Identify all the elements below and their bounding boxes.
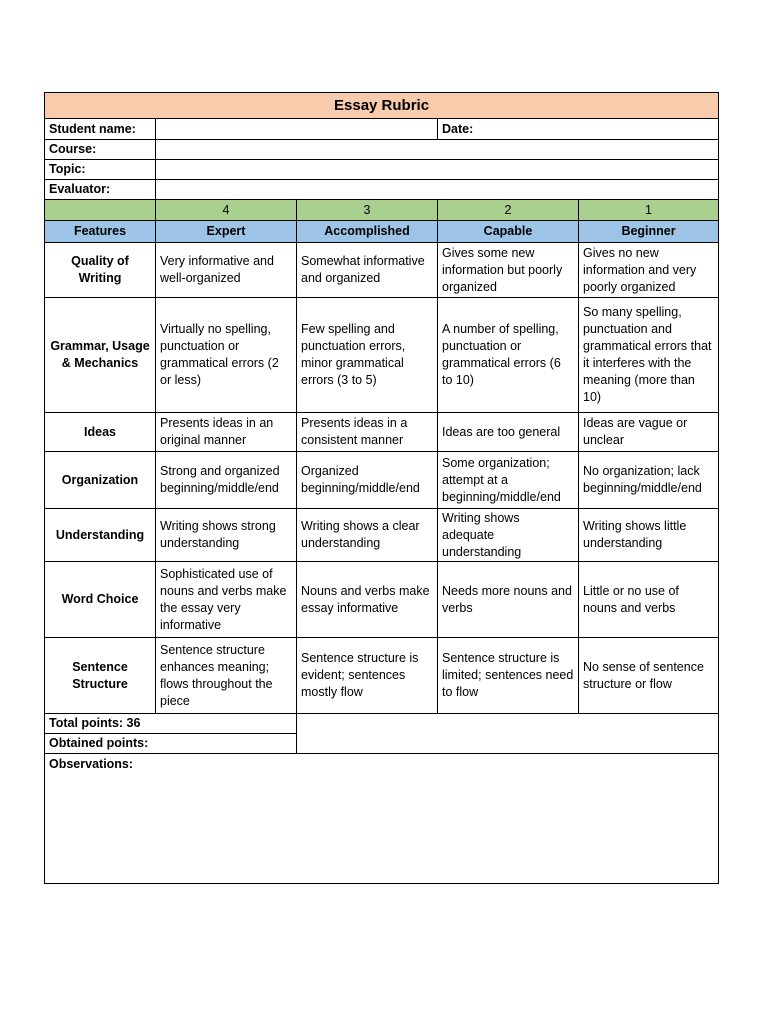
criterion-cell: Nouns and verbs make essay informative: [297, 562, 438, 638]
criterion-cell: Writing shows strong understanding: [156, 509, 297, 562]
date-label: Date:: [442, 121, 474, 136]
criterion-row: [45, 638, 719, 714]
criterion-cell: Presents ideas in a consistent manner: [297, 413, 438, 452]
criterion-cell: Organized beginning/middle/end: [297, 452, 438, 509]
criterion-cell: Ideas are too general: [438, 413, 579, 452]
points-blank-area: [297, 714, 719, 754]
column-header: Accomplished: [297, 221, 438, 243]
criterion-cell: Virtually no spelling, punctuation or grammatical errors (2 or less): [156, 298, 297, 413]
student-name-field[interactable]: [156, 119, 438, 140]
student-name-row: [45, 119, 719, 140]
observations-field[interactable]: [45, 754, 719, 884]
criterion-cell: Presents ideas in an original manner: [156, 413, 297, 452]
date-field[interactable]: [438, 119, 719, 140]
criterion-row: [45, 413, 719, 452]
student-name-label: Student name:: [45, 119, 156, 140]
column-header: Features: [45, 221, 156, 243]
score-row: [45, 200, 719, 221]
evaluator-field[interactable]: [156, 180, 719, 200]
score-cell: 4: [156, 200, 297, 221]
criterion-cell: Ideas are vague or unclear: [579, 413, 719, 452]
criterion-row: [45, 562, 719, 638]
obtained-points-field[interactable]: [45, 734, 297, 754]
criterion-cell: Needs more nouns and verbs: [438, 562, 579, 638]
course-label: Course:: [45, 140, 156, 160]
criterion-cell: Sophisticated use of nouns and verbs make the essay very informative: [156, 562, 297, 638]
topic-row: [45, 160, 719, 180]
criterion-cell: Some organization; attempt at a beginning/middle/end: [438, 452, 579, 509]
topic-label: Topic:: [45, 160, 156, 180]
criterion-cell: Sentence structure enhances meaning; flows throughout the piece: [156, 638, 297, 714]
criterion-cell: Sentence structure is limited; sentences need to flow: [438, 638, 579, 714]
criterion-cell: Strong and organized beginning/middle/end: [156, 452, 297, 509]
criterion-row: [45, 452, 719, 509]
observations-label: Observations:: [49, 757, 134, 771]
score-cell: 3: [297, 200, 438, 221]
column-header: Capable: [438, 221, 579, 243]
criterion-cell: Few spelling and punctuation errors, minor grammatical errors (3 to 5): [297, 298, 438, 413]
criterion-cell: No organization; lack beginning/middle/end: [579, 452, 719, 509]
criterion-cell: Sentence structure is evident; sentences mostly flow: [297, 638, 438, 714]
title-row: [45, 93, 719, 119]
essay-rubric-table: [44, 92, 719, 884]
course-field[interactable]: [156, 140, 719, 160]
criterion-cell: No sense of sentence structure or flow: [579, 638, 719, 714]
criterion-cell: Writing shows a clear understanding: [297, 509, 438, 562]
criterion-cell: So many spelling, punctuation and grammatical errors that it interferes with the meaning (more than 10): [579, 298, 719, 413]
feature-name: Word Choice: [45, 562, 156, 638]
criterion-cell: Very informative and well-organized: [156, 243, 297, 298]
column-header: Expert: [156, 221, 297, 243]
score-cell: 2: [438, 200, 579, 221]
observations-row: [45, 754, 719, 884]
criterion-cell: Writing shows little understanding: [579, 509, 719, 562]
course-row: [45, 140, 719, 160]
feature-name: Grammar, Usage & Mechanics: [45, 298, 156, 413]
score-row-blank: [45, 200, 156, 221]
criterion-cell: Gives no new information and very poorly organized: [579, 243, 719, 298]
evaluator-row: [45, 180, 719, 200]
obtained-points-label: Obtained points:: [49, 736, 149, 750]
criteria-body: [45, 243, 719, 714]
criterion-cell: A number of spelling, punctuation or grammatical errors (6 to 10): [438, 298, 579, 413]
feature-name: Sentence Structure: [45, 638, 156, 714]
footer-body: [45, 714, 719, 884]
criterion-cell: Writing shows adequate understanding: [438, 509, 579, 562]
criterion-cell: Gives some new information but poorly organized: [438, 243, 579, 298]
score-cell: 1: [579, 200, 719, 221]
total-points-row: [45, 714, 719, 734]
total-points-label: Total points: 36: [45, 714, 297, 734]
column-header: Beginner: [579, 221, 719, 243]
criterion-cell: Somewhat informative and organized: [297, 243, 438, 298]
rubric-body: [45, 93, 719, 243]
evaluator-label: Evaluator:: [45, 180, 156, 200]
criterion-row: [45, 243, 719, 298]
criterion-cell: Little or no use of nouns and verbs: [579, 562, 719, 638]
feature-name: Quality of Writing: [45, 243, 156, 298]
feature-name: Ideas: [45, 413, 156, 452]
feature-name: Organization: [45, 452, 156, 509]
feature-name: Understanding: [45, 509, 156, 562]
rubric-title: Essay Rubric: [45, 93, 719, 119]
topic-field[interactable]: [156, 160, 719, 180]
criterion-row: [45, 509, 719, 562]
criterion-row: [45, 298, 719, 413]
column-header-row: [45, 221, 719, 243]
